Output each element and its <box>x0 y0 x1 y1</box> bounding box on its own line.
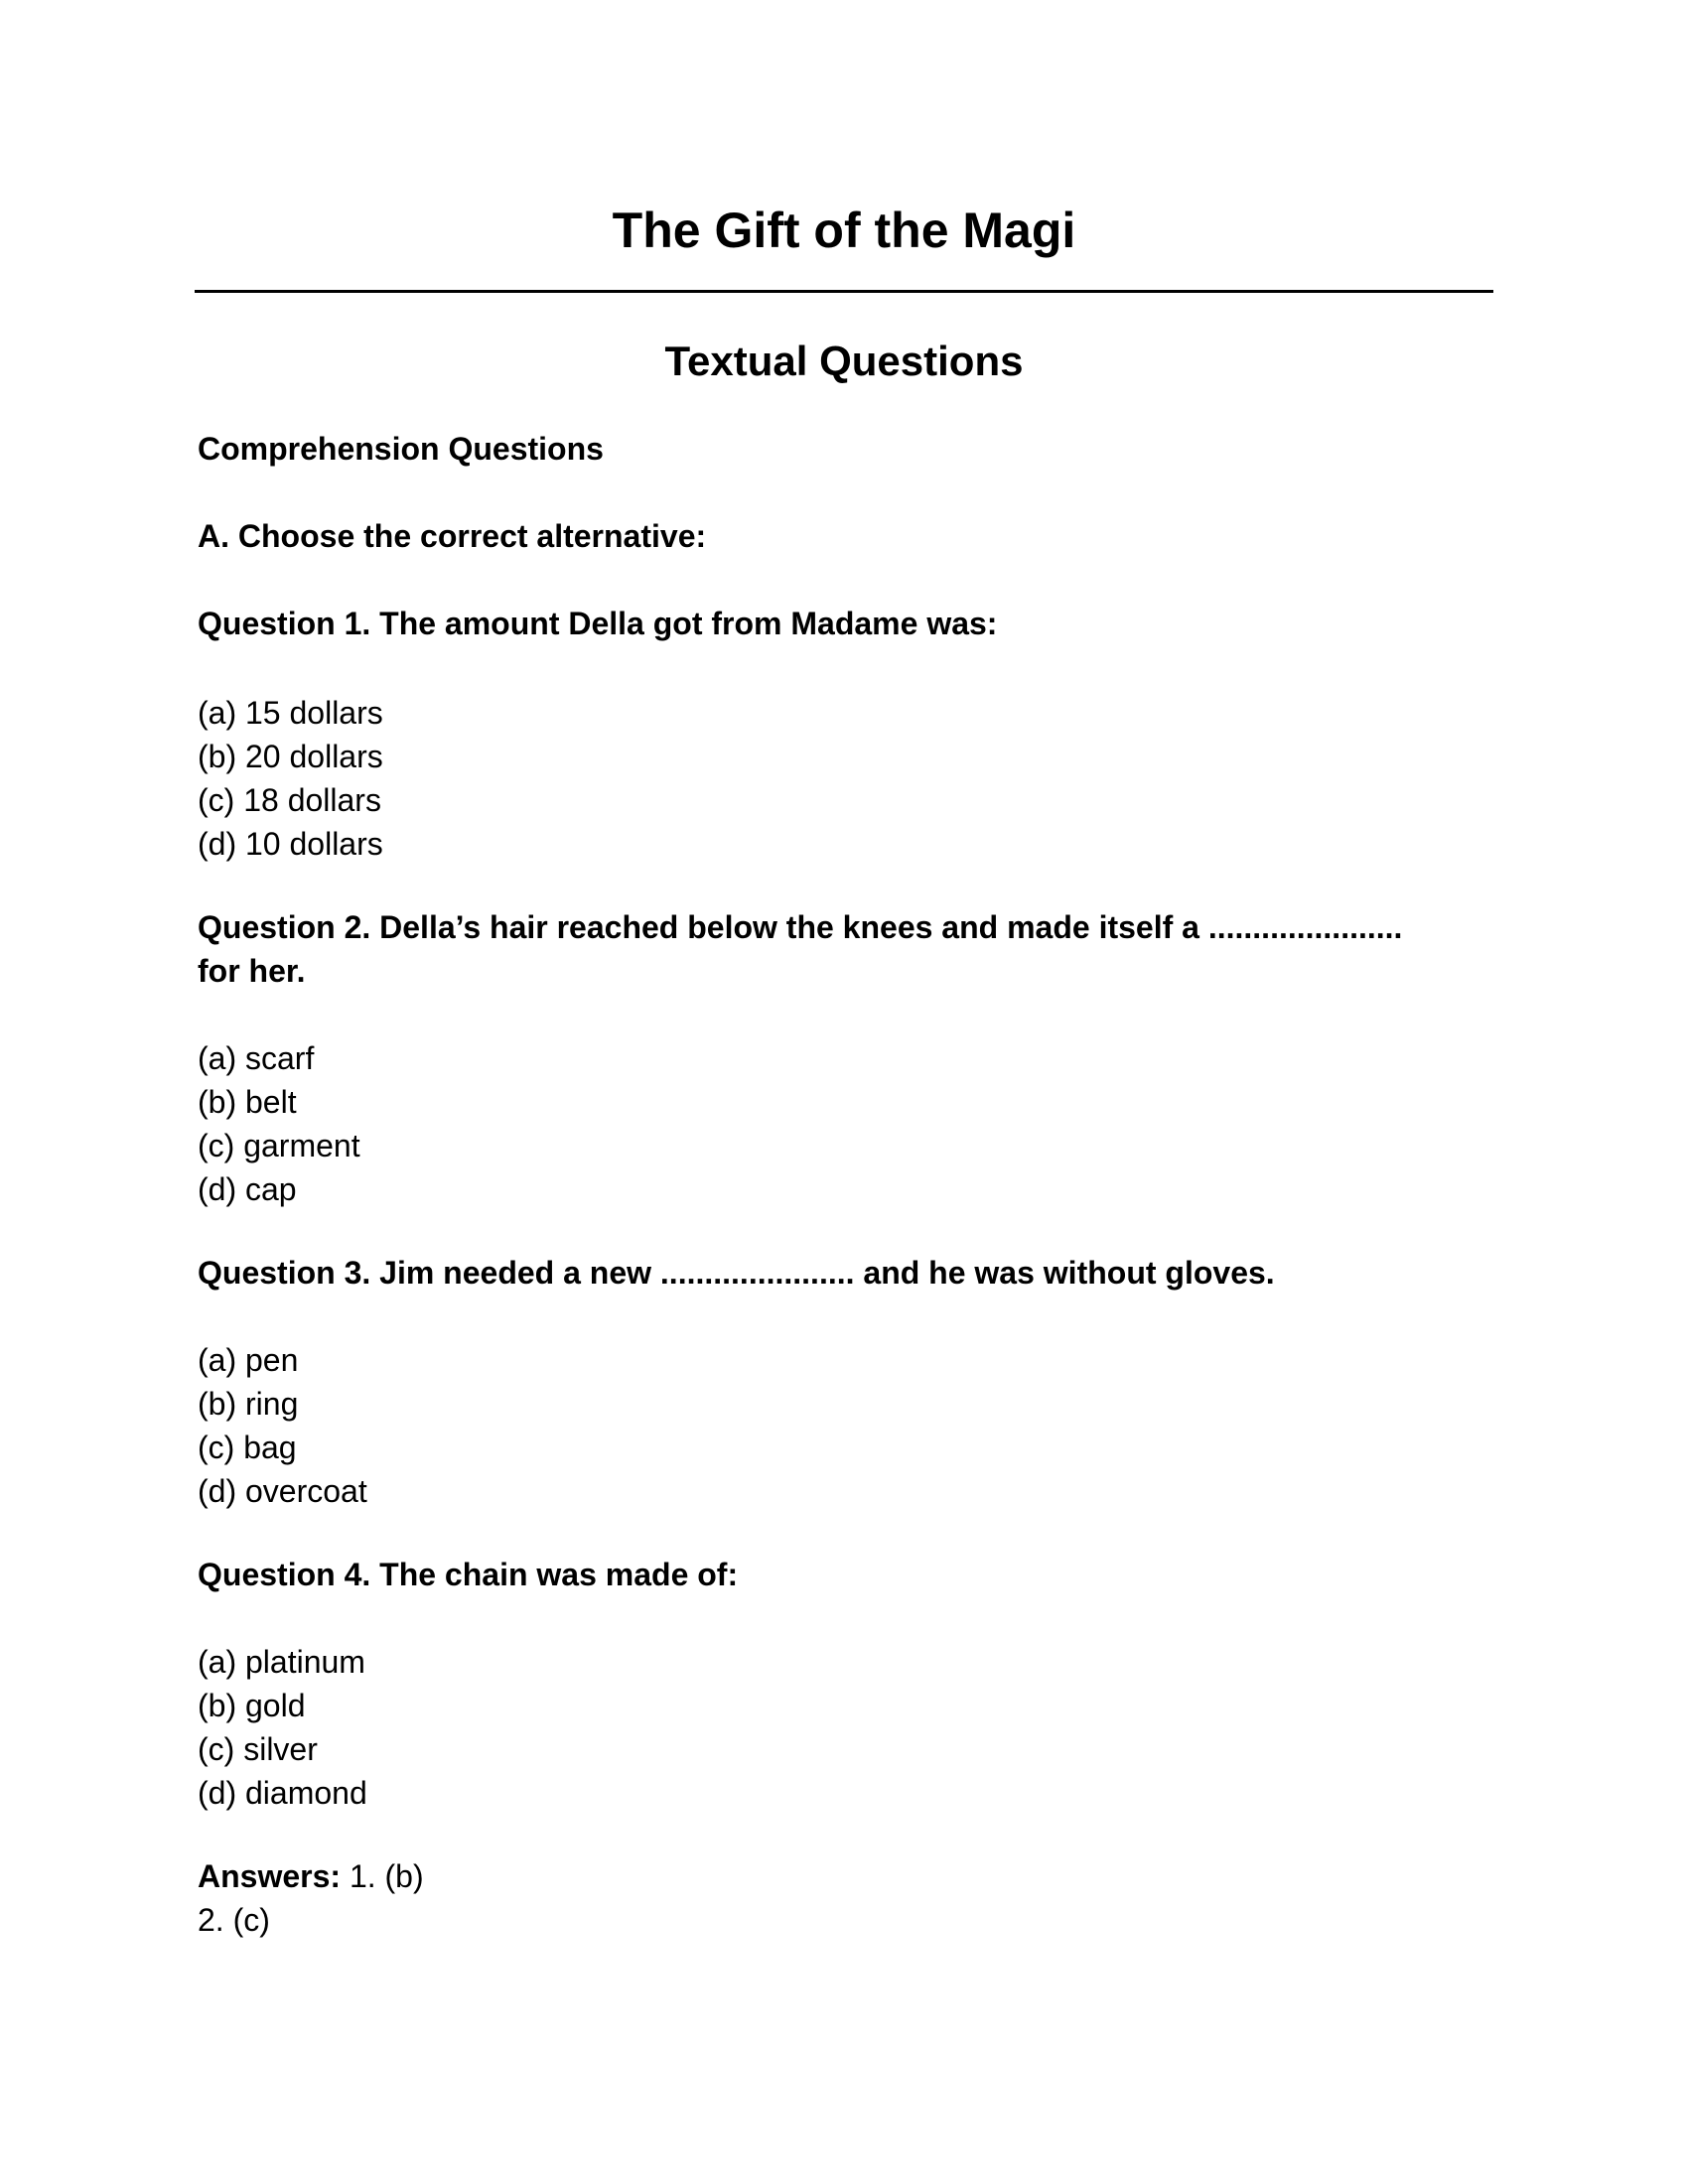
question-3-text: Question 3. Jim needed a new ...................... and he was without gloves. <box>198 1255 1275 1291</box>
title-divider <box>195 290 1493 293</box>
document-title: The Gift of the Magi <box>612 203 1076 258</box>
question-2-text-line2: for her. <box>198 953 306 989</box>
question-4-option-b: (b) gold <box>198 1688 306 1723</box>
answer-2: 2. (c) <box>198 1902 270 1938</box>
answer-1: 1. (b) <box>341 1858 424 1894</box>
question-3-options <box>198 1338 1488 1513</box>
question-4-option-a: (a) platinum <box>198 1644 365 1680</box>
question-4-option-c: (c) silver <box>198 1731 318 1767</box>
section-heading: Comprehension Questions <box>198 431 604 467</box>
answers-line-1 <box>198 1854 1488 1898</box>
question-2-option-b: (b) belt <box>198 1084 297 1120</box>
question-2-options <box>198 1036 1488 1211</box>
question-1-option-a: (a) 15 dollars <box>198 695 383 731</box>
question-3-option-b: (b) ring <box>198 1386 299 1422</box>
question-2-option-c: (c) garment <box>198 1128 360 1163</box>
instruction-text: A. Choose the correct alternative: <box>198 518 707 554</box>
question-4-options <box>198 1640 1488 1815</box>
question-1-option-b: (b) 20 dollars <box>198 739 383 774</box>
question-1-text: Question 1. The amount Della got from Madame was: <box>198 606 998 641</box>
question-1-option-c: (c) 18 dollars <box>198 782 381 818</box>
question-3-option-a: (a) pen <box>198 1342 299 1378</box>
section-title: Textual Questions <box>664 338 1024 384</box>
question-2-option-a: (a) scarf <box>198 1040 315 1076</box>
answers-label: Answers: <box>198 1858 342 1894</box>
question-1-option-d: (d) 10 dollars <box>198 826 383 862</box>
question-1-options <box>198 691 1488 866</box>
question-4-text: Question 4. The chain was made of: <box>198 1557 739 1592</box>
question-2-text-line1: Question 2. Della’s hair reached below the knees and made itself a ...................... <box>198 909 1403 945</box>
question-2-option-d: (d) cap <box>198 1171 297 1207</box>
question-3-option-d: (d) overcoat <box>198 1473 367 1509</box>
question-3-option-c: (c) bag <box>198 1430 297 1465</box>
question-4-option-d: (d) diamond <box>198 1775 367 1811</box>
